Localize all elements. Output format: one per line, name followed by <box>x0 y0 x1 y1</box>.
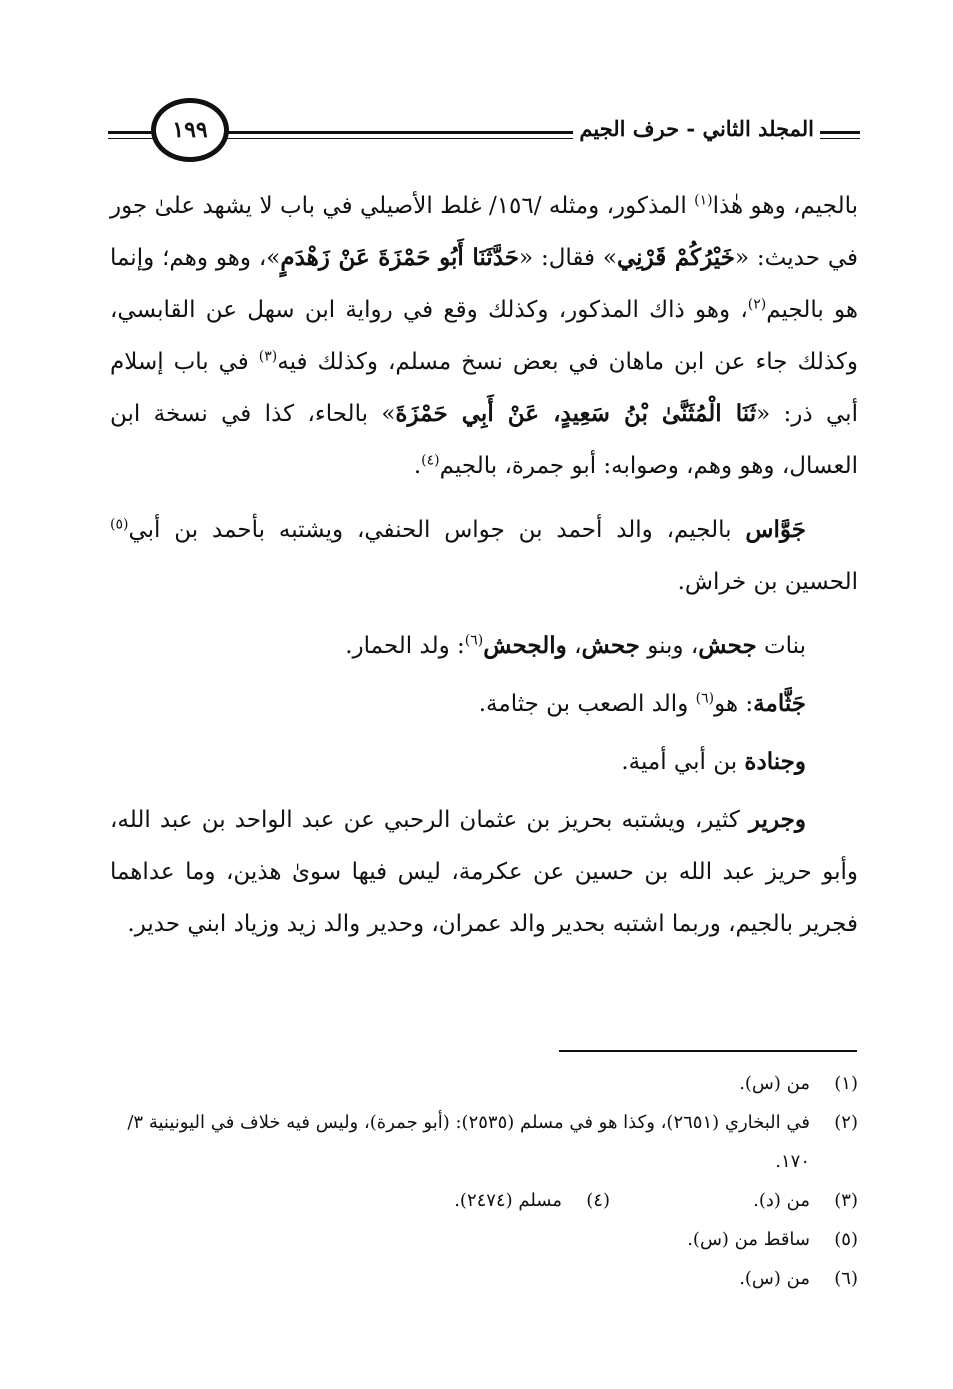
text-run: في باب إسلام أبي ذر: « <box>110 349 858 427</box>
text-run: بنات <box>756 633 806 659</box>
footnote-ref: (٥) <box>110 516 129 533</box>
page-header <box>108 98 860 168</box>
entry-headword: جَوَّاس <box>745 516 806 543</box>
isnad-quote: حَدَّثَنَا أَبُو حَمْزَةَ عَنْ زَهْدَمٍ <box>280 244 519 271</box>
entry-headword: جحش <box>581 632 640 659</box>
footnote-separator <box>559 1050 857 1052</box>
text-run: بن أبي أمية. <box>621 749 745 775</box>
text-run: المذكور، ومثله /١٥٦/ غلط الأصيلي في باب لا يشهد علىٰ جور في حديث: « <box>110 193 858 271</box>
footnote-5 <box>110 1220 858 1259</box>
footnote-number: (٣) <box>834 1190 858 1211</box>
hadith-quote: خَيْرُكُمْ قَرْنِي <box>617 244 735 271</box>
text-run: ، <box>566 633 582 659</box>
footnote-number: (٥) <box>834 1229 858 1250</box>
text-run: . <box>413 453 422 479</box>
main-text <box>110 180 858 962</box>
footnote-text: من (د). <box>753 1190 810 1211</box>
footnote-3-4 <box>110 1181 858 1220</box>
footnote-number: (٢) <box>834 1112 858 1133</box>
footnote-number: (٤) <box>586 1190 610 1211</box>
paragraph-3 <box>110 620 858 672</box>
text-run: » بالحاء، كذا في نسخة ابن العسال، وهو وهم، وصوابه: أبو جمرة، بالجيم <box>110 401 858 479</box>
text-run: ، وبنو <box>639 633 699 659</box>
text-run: ، وهو ذاك المذكور، وكذلك وقع في رواية ابن سهل عن القابسي، وكذلك جاء عن ابن ماهان في بعض نسخ مسلم، وكذلك فيه <box>110 297 858 375</box>
text-run: بالجيم، والد أحمد بن جواس الحنفي، ويشتبه بأحمد بن أبي <box>128 517 746 543</box>
footnote-text: مسلم (٢٤٧٤). <box>454 1190 562 1211</box>
entry-headword: وجرير <box>748 806 806 833</box>
footnote-1 <box>110 1064 858 1103</box>
text-run: والد الصعب بن جثامة. <box>478 691 696 717</box>
footnote-ref: (٢) <box>747 296 767 313</box>
text-run: »، وهو وهم؛ وإنما هو بالجيم <box>110 245 858 323</box>
running-title: المجلد الثاني - حرف الجيم <box>573 116 820 141</box>
paragraph-6 <box>110 794 858 950</box>
paragraph-4 <box>110 678 858 730</box>
page-number: ١٩٩ <box>172 117 208 143</box>
footnote-2 <box>110 1103 858 1181</box>
footnote-ref: (٦) <box>695 690 715 707</box>
text-run: : ولد الحمار. <box>345 633 465 659</box>
text-run: بالجيم، وهو هٰذا <box>712 193 858 219</box>
footnote-text: في البخاري (٢٦٥١)، وكذا هو في مسلم (٢٥٣٥): (أبو جمرة)، وليس فيه خلاف في اليونينية ٣/ ١٧٠. <box>127 1112 810 1172</box>
entry-headword: جَثَّامة <box>753 690 806 717</box>
footnote-number: (١) <box>834 1073 858 1094</box>
text-run: الحسين بن خراش. <box>677 569 858 595</box>
footnote-text: ساقط من (س). <box>687 1229 810 1250</box>
entry-headword: والجحش <box>483 632 567 659</box>
paragraph-2 <box>110 504 858 608</box>
page-number-badge <box>151 98 229 162</box>
paragraph-5 <box>110 736 858 788</box>
footnote-ref: (٣) <box>258 348 278 365</box>
footnote-ref: (١) <box>694 192 713 209</box>
footnote-ref: (٤) <box>421 452 440 469</box>
paragraph-1 <box>110 180 858 492</box>
entry-headword: جحش <box>698 632 757 659</box>
footnote-number: (٦) <box>834 1268 858 1289</box>
footnote-ref: (٦) <box>464 632 484 649</box>
text-run: » فقال: « <box>519 245 618 271</box>
isnad-quote: ثَنَا الْمُثَنَّىٰ بْنُ سَعِيدٍ، عَنْ أَبِي حَمْزَةَ <box>395 400 757 427</box>
footnotes <box>110 1064 858 1298</box>
text-run: كثير، ويشتبه بحريز بن عثمان الرحبي عن عبد الواحد بن عبد الله، وأبو حريز عبد الله بن حسين عن عكرمة، ليس فيها سوىٰ هذين، وما عداهما فجرير بالجيم، وربما اشتبه بحدير والد عمران، وحدير والد زيد وزياد ابني حدير. <box>110 807 858 937</box>
footnote-text: من (س). <box>739 1073 810 1094</box>
footnote-6 <box>110 1259 858 1298</box>
footnote-text: من (س). <box>739 1268 810 1289</box>
text-run: : هو <box>714 691 754 717</box>
entry-headword: وجنادة <box>744 748 806 775</box>
